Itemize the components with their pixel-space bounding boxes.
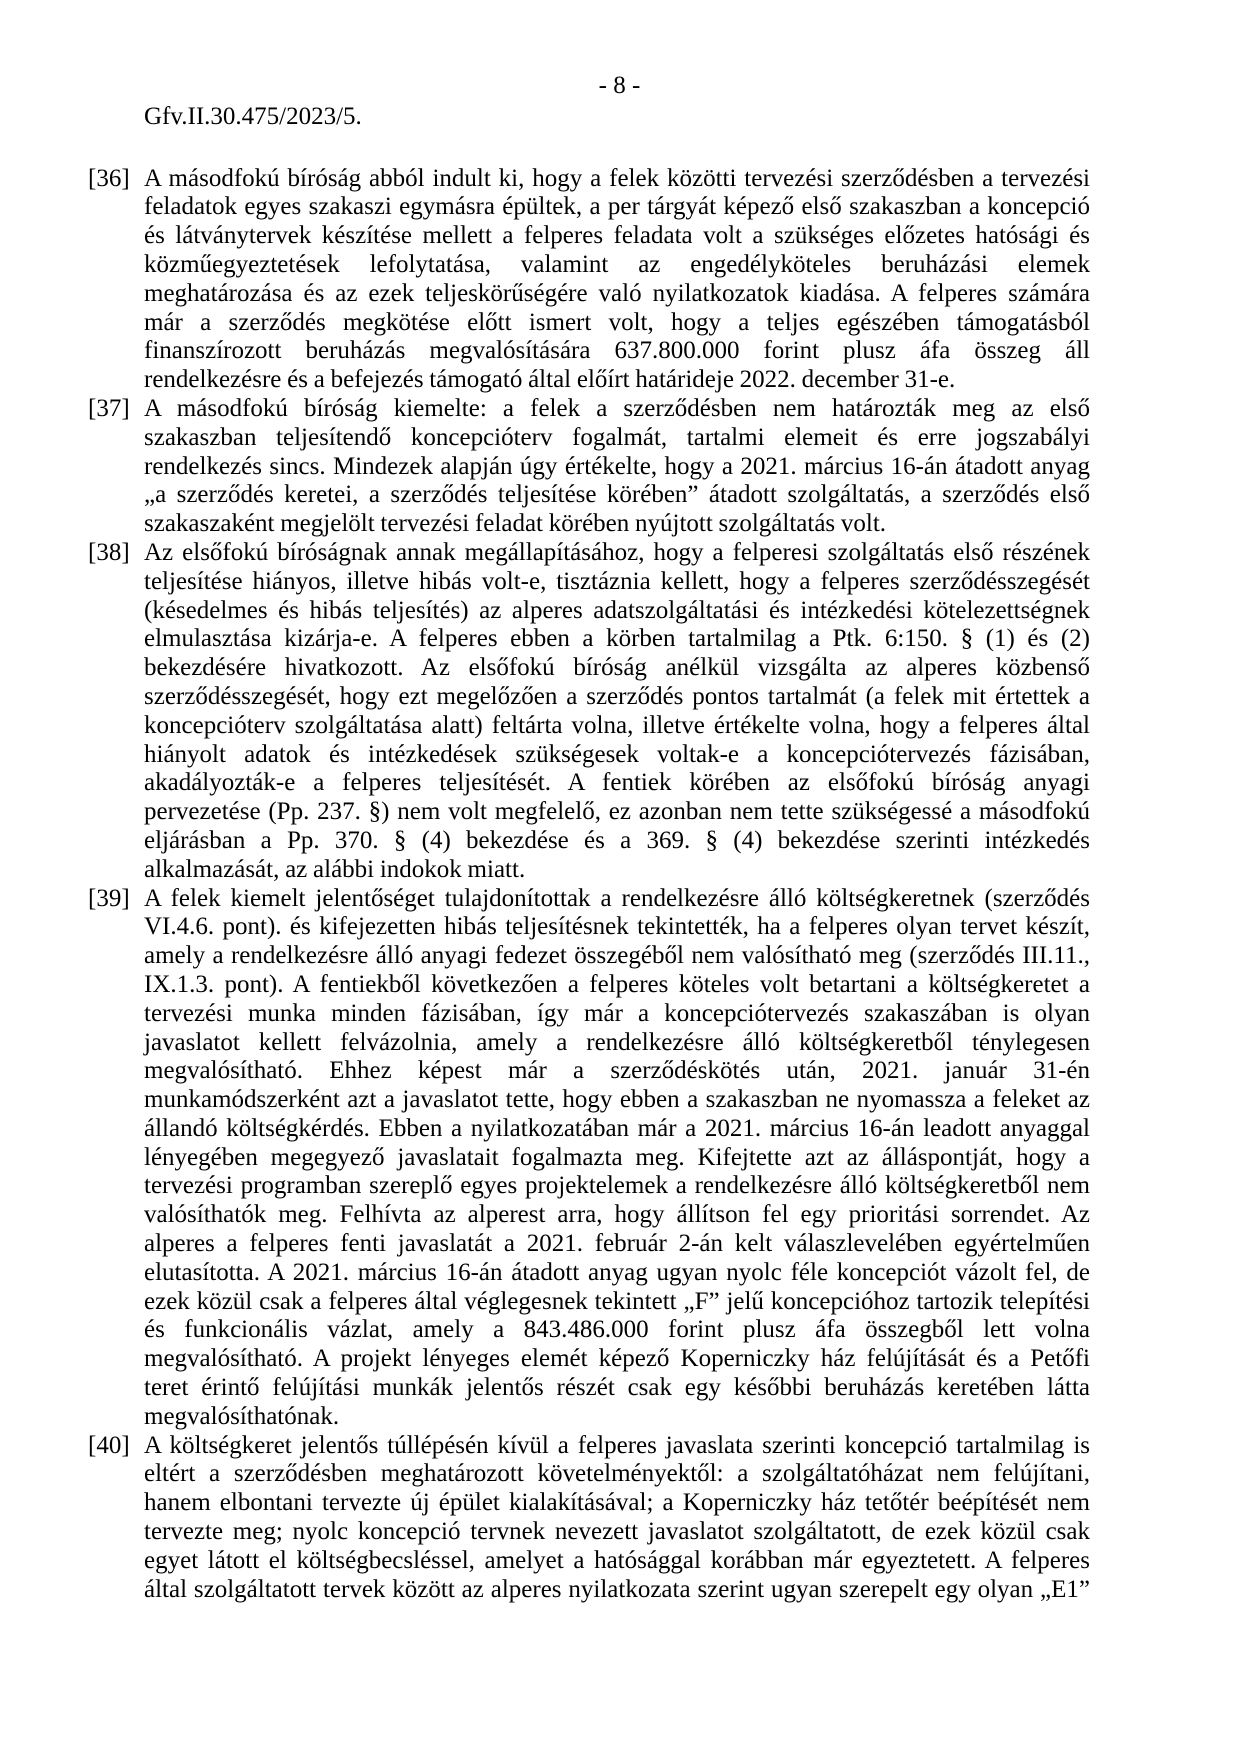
paragraph (88, 1431, 1090, 1605)
paragraph-line: IX.1.3. pont). A fentiekből következően a felperes köteles volt betartani a költségkeretet a (144, 970, 1090, 998)
paragraph-number: [36] (88, 164, 130, 192)
paragraph-line: Az elsőfokú bíróságnak annak megállapításához, hogy a felperesi szolgáltatás első részének (144, 538, 1090, 566)
paragraph-line: meghatározása és az ezek teljeskörűségére való nyilatkozatok kiadása. A felperes számára (144, 279, 1090, 307)
paragraph-line: megvalósítható. A projekt lényeges elemét képező Koperniczky ház felújítását és a Petőfi (144, 1345, 1090, 1373)
paragraph-line: alkalmazását, az alábbi indokok miatt. (144, 855, 526, 883)
paragraph-line: hanem elbontani tervezte új épület kialakításával; a Koperniczky ház tetőtér beépítését nem (144, 1489, 1090, 1517)
paragraph-line: tervezési programban szereplő egyes projektelemek a rendelkezésre álló költségkeretből nem (144, 1172, 1090, 1200)
page-number: - 8 - (598, 72, 641, 99)
paragraph-line: javaslatot kellett felvázolnia, amely a rendelkezésre álló költségkeretből ténylegesen (144, 1028, 1090, 1056)
paragraph-line: ezek közül csak a felperes által véglegesnek tekintett „F” jelű koncepcióhoz tartozik telepítési (144, 1287, 1090, 1315)
paragraph-line: teljesítése hiányos, illetve hibás volt-e, tisztáznia kellett, hogy a felperes szerződésszegését (144, 567, 1090, 595)
paragraph-line: finanszírozott beruházás megvalósítására 637.800.000 forint plusz áfa összeg áll (144, 337, 1090, 365)
paragraph-line: és látványtervek készítése mellett a felperes feladata volt a szükséges előzetes hatósági és (144, 222, 1090, 250)
paragraph-line: valósíthatók meg. Felhívta az alperest arra, hogy állítson fel egy prioritási sorrendet. Az (144, 1201, 1090, 1229)
paragraph-line: által szolgáltatott tervek között az alperes nyilatkozata szerint ugyan szerepelt egy olyan „E1” (144, 1575, 1090, 1603)
paragraph-line: szakaszaként megjelölt tervezési feladat körében nyújtott szolgáltatás volt. (144, 510, 887, 538)
paragraph-number: [40] (88, 1431, 130, 1459)
paragraph-line: már a szerződés megkötése előtt ismert volt, hogy a teljes egészében támogatásból (144, 308, 1090, 336)
paragraph-line: elutasította. A 2021. március 16-án átadott anyag ugyan nyolc féle koncepciót vázolt fel, de (144, 1258, 1090, 1286)
paragraph-line: munkamódszerként azt a javaslatot tette, hogy ebben a szakaszban ne nyomassza a feleket az (144, 1086, 1090, 1114)
paragraph-line: bekezdésére hivatkozott. Az elsőfokú bíróság anélkül vizsgálta az alperes közbenső (144, 654, 1090, 682)
paragraph-line: szakaszban teljesítendő koncepcióterv fogalmát, tartalmi elemeit és erre jogszabályi (144, 423, 1090, 451)
paragraph-line: amely a rendelkezésre álló anyagi fedezet összegéből nem valósítható meg (szerződés III.11., (144, 942, 1090, 970)
paragraph-line: szerződésszegését, hogy ezt megelőzően a szerződés pontos tartalmát (a felek mit értettek a (144, 682, 1090, 710)
paragraph-line: megvalósítható. Ehhez képest már a szerződéskötés után, 2021. január 31-én (144, 1057, 1090, 1085)
paragraph-line: rendelkezésre és a befejezés támogató által előírt határideje 2022. december 31-e. (144, 366, 956, 394)
paragraph-line: akadályozták-e a felperes teljesítését. A fentiek körében az elsőfokú bíróság anyagi (144, 769, 1090, 797)
paragraph (88, 884, 1090, 1432)
paragraph-line: tervezte meg; nyolc koncepció tervnek nevezett javaslatot szolgáltatott, de ezek közül csak (144, 1518, 1090, 1546)
paragraph-number: [37] (88, 394, 130, 422)
paragraph (88, 538, 1090, 885)
paragraph-line: megvalósíthatónak. (144, 1402, 340, 1430)
paragraph-line: pervezetése (Pp. 237. §) nem volt megfelelő, ez azonban nem tette szükségessé a másodfokú (144, 798, 1090, 826)
paragraph-line: A felek kiemelt jelentőséget tulajdonítottak a rendelkezésre álló költségkeretnek (szerződés (144, 884, 1090, 912)
paragraph-line: rendelkezés sincs. Mindezek alapján úgy értékelte, hogy a 2021. március 16-án átadott anyag (144, 452, 1090, 480)
paragraph-line: közműegyeztetések lefolytatása, valamint az engedélyköteles beruházási elemek (144, 250, 1090, 278)
paragraph-line: állandó költségkérdés. Ebben a nyilatkozatában már a 2021. március 16-án leadott anyaggal (144, 1114, 1090, 1142)
paragraph-line: VI.4.6. pont). és kifejezetten hibás teljesítésnek tekintették, ha a felperes olyan tervet készít, (144, 913, 1090, 941)
paragraph-line: teret érintő felújítási munkák jelentős részét csak egy későbbi beruházás keretében látta (144, 1374, 1090, 1402)
paragraph-line: alperes a felperes fenti javaslatát a 2021. február 2-án kelt válaszlevelében egyértelműen (144, 1230, 1090, 1258)
paragraph-line: lényegében megegyező javaslatait fogalmazta meg. Kifejtette azt az álláspontját, hogy a (144, 1143, 1090, 1171)
paragraph-line: eltért a szerződésben meghatározott követelményektől: a szolgáltatóházat nem felújítani, (144, 1460, 1090, 1488)
paragraph-list (88, 164, 1090, 1605)
paragraph-line: és funkcionális vázlat, amely a 843.486.000 forint plusz áfa összegből lett volna (144, 1316, 1090, 1344)
paragraph (88, 164, 1090, 395)
paragraph-line: egyet látott el költségbecsléssel, amelyet a hatósággal korábban már egyeztetett. A felperes (144, 1546, 1090, 1574)
paragraph-line: (késedelmes és hibás teljesítés) az alperes adatszolgáltatási és intézkedési kötelezettségnek (144, 596, 1090, 624)
paragraph-line: hiányolt adatok és intézkedések szükségesek voltak-e a koncepciótervezés fázisában, (144, 740, 1090, 768)
paragraph-number: [38] (88, 538, 130, 566)
paragraph-line: A másodfokú bíróság abból indult ki, hogy a felek közötti tervezési szerződésben a tervezési (144, 164, 1090, 192)
paragraph-line: elmulasztása kizárja-e. A felperes ebben a körben tartalmilag a Ptk. 6:150. § (1) és (2) (144, 625, 1090, 653)
paragraph-line: „a szerződés keretei, a szerződés teljesítése körében” átadott szolgáltatás, a szerződés első (144, 481, 1090, 509)
paragraph-line: tervezési munka minden fázisában, így már a koncepciótervezés szakaszában is olyan (144, 999, 1090, 1027)
paragraph-number: [39] (88, 884, 130, 912)
case-reference: Gfv.II.30.475/2023/5. (144, 102, 362, 130)
paragraph-line: feladatok egyes szakaszi egymásra épültek, a per tárgyát képező első szakaszban a koncepció (144, 193, 1090, 221)
paragraph-line: A másodfokú bíróság kiemelte: a felek a szerződésben nem határozták meg az első (144, 394, 1090, 422)
paragraph-line: koncepcióterv szolgáltatása alatt) feltárta volna, illetve értékelte volna, hogy a felperes által (144, 711, 1090, 739)
paragraph-line: eljárásban a Pp. 370. § (4) bekezdése és a 369. § (4) bekezdése szerinti intézkedés (144, 826, 1090, 854)
paragraph (88, 394, 1090, 539)
paragraph-line: A költségkeret jelentős túllépésén kívül a felperes javaslata szerinti koncepció tartalmilag is (144, 1431, 1090, 1459)
